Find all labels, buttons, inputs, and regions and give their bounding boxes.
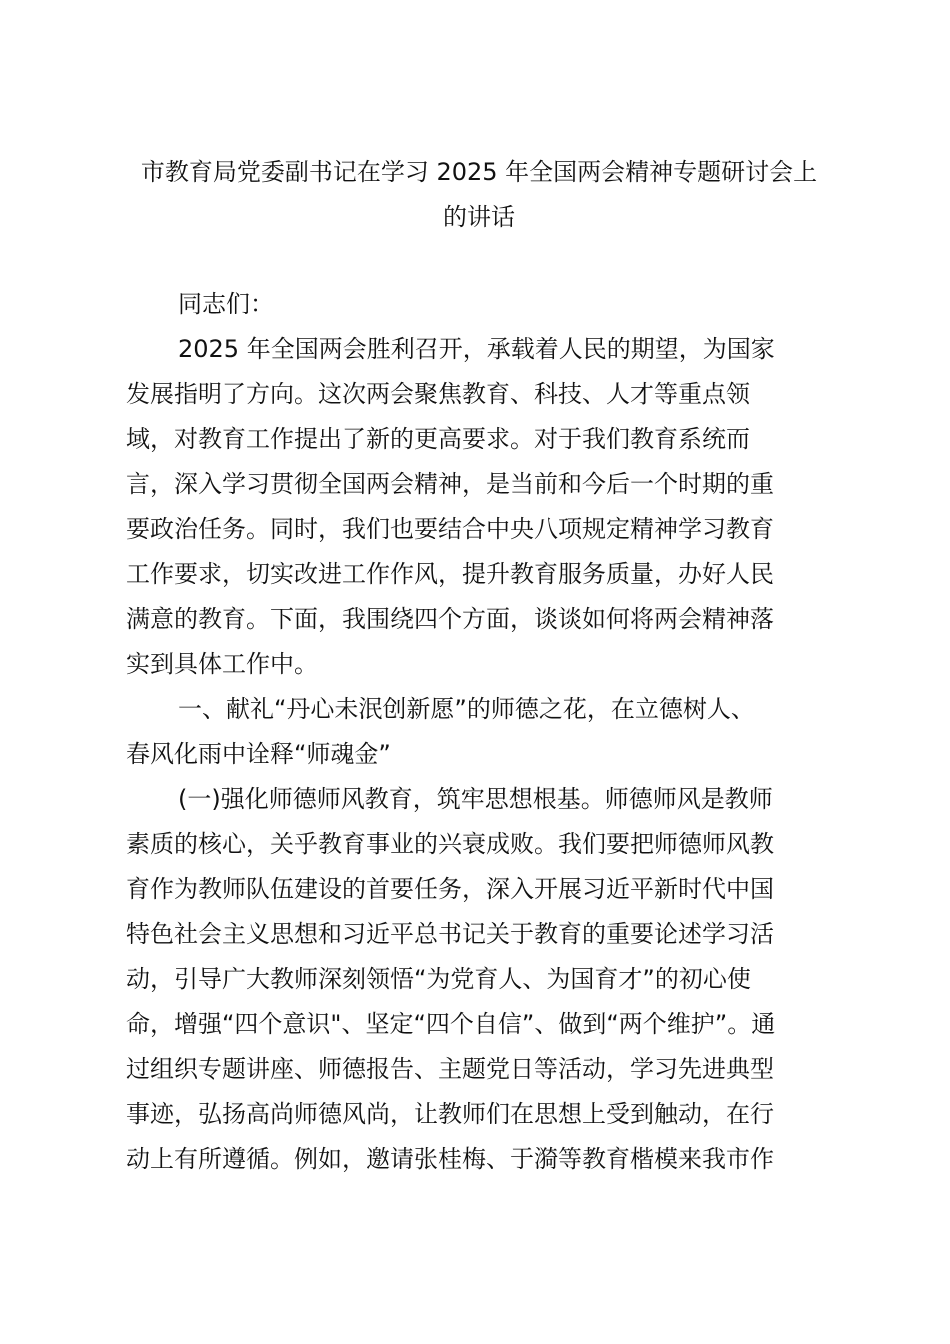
title-line: 的讲话: [443, 203, 515, 231]
paragraph-1-line: 实到具体工作中。: [126, 650, 318, 678]
paragraph-2-line: 动上有所遵循。例如，邀请张桂梅、于漪等教育楷模来我市作: [126, 1145, 774, 1173]
salutation: 同志们：: [178, 290, 274, 318]
paragraph-2-line: 素质的核心，关乎教育事业的兴衰成败。我们要把师德师风教: [126, 830, 774, 858]
section-heading-line: 一、献礼“丹心未泯创新愿”的师德之花，在立德树人、: [178, 695, 755, 723]
document-body: [126, 282, 826, 1182]
paragraph-2-line: 特色社会主义思想和习近平总书记关于教育的重要论述学习活: [126, 920, 774, 948]
paragraph-1-line: 满意的教育。下面，我围绕四个方面，谈谈如何将两会精神落: [126, 605, 774, 633]
paragraph-2-line: 动，引导广大教师深刻领悟“为党育人、为国育才”的初心使: [126, 965, 751, 993]
paragraph-2-line: (一)强化师德师风教育，筑牢思想根基。师德师风是教师: [178, 785, 773, 813]
paragraph-1-line: 要政治任务。同时，我们也要结合中央八项规定精神学习教育: [126, 515, 774, 543]
paragraph-1-line: 发展指明了方向。这次两会聚焦教育、科技、人才等重点领: [126, 380, 750, 408]
paragraph-1-line: 域，对教育工作提出了新的更高要求。对于我们教育系统而: [126, 425, 750, 453]
paragraph-2-line: 命，增强“四个意识"、坚定“四个自信”、做到“两个维护”。通: [126, 1010, 776, 1038]
section-heading-line: 春风化雨中诠释“师魂金”: [126, 740, 391, 768]
paragraph-1-line: 工作要求，切实改进工作作风，提升教育服务质量，办好人民: [126, 560, 774, 588]
document-title: [126, 153, 832, 243]
paragraph-2-line: 过组织专题讲座、师德报告、主题党日等活动，学习先进典型: [126, 1055, 774, 1083]
title-line: 市教育局党委副书记在学习 2025 年全国两会精神专题研讨会上: [140, 158, 818, 186]
paragraph-1-line: 言，深入学习贯彻全国两会精神，是当前和今后一个时期的重: [126, 470, 774, 498]
paragraph-2-line: 事迹，弘扬高尚师德风尚，让教师们在思想上受到触动，在行: [126, 1100, 774, 1128]
paragraph-2-line: 育作为教师队伍建设的首要任务，深入开展习近平新时代中国: [126, 875, 774, 903]
paragraph-1-line: 2025 年全国两会胜利召开，承载着人民的期望，为国家: [178, 335, 775, 363]
